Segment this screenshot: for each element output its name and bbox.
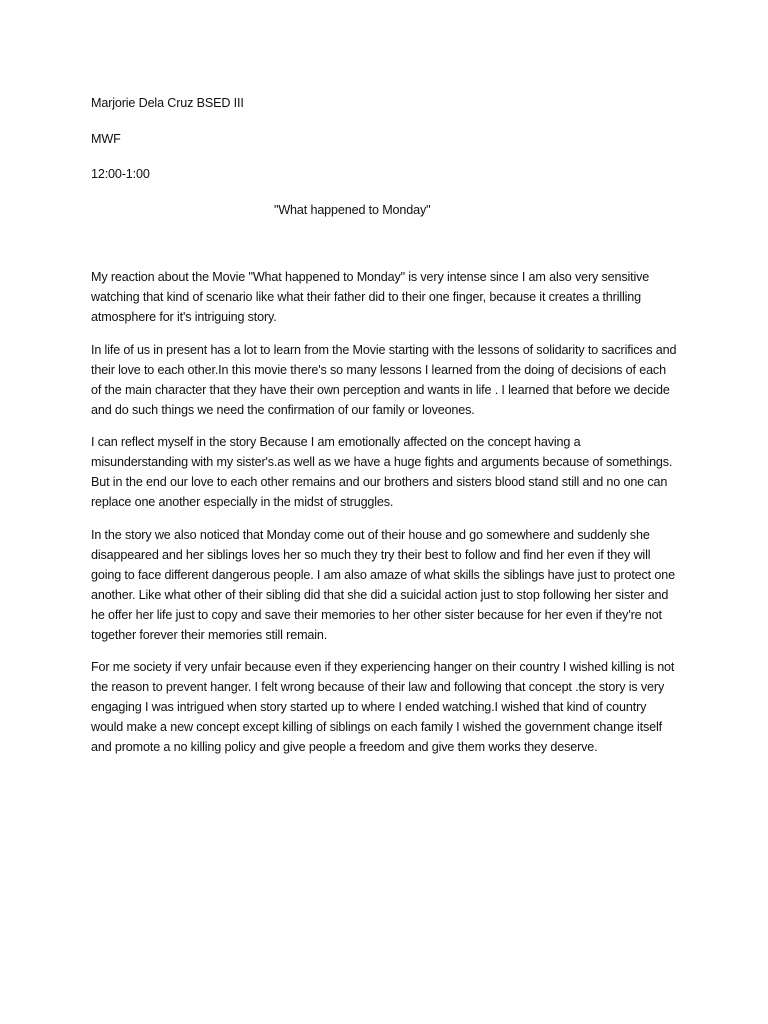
- paragraph-lessons: In life of us in present has a lot to learn from the Movie starting with the lessons of solidarity to sacrifices and their love to each other.In this movie there's so many lessons I learned from the doing of decisions of each of the main character that they have their own perception and wants in life . I learned that before we decide and do such things we need the confirmation of our family or loveones.: [91, 342, 677, 417]
- author-line: Marjorie Dela Cruz BSED III: [91, 96, 244, 110]
- paragraph-reaction: My reaction about the Movie "What happened to Monday" is very intense since I am also very sensitive watching that kind of scenario like what their father did to their one finger, because it creates a thrilling atmosphere for it's intriguing story.: [91, 270, 650, 324]
- document-title: "What happened to Monday": [274, 202, 431, 217]
- paragraph-society: For me society if very unfair because even if they experiencing hanger on their country I wished killing is not the reason to prevent hanger. I felt wrong because of their law and following that concept .the story is very engaging I was intrigued when story started up to where I ended watching.I wished that kind of country would make a new concept except killing of siblings on each family I wished the government change itself and promote a no killing policy and give people a freedom and give them works they deserve.: [91, 660, 675, 754]
- schedule-days: MWF: [91, 131, 121, 146]
- schedule-time: 12:00-1:00: [91, 167, 150, 181]
- paragraph-story: In the story we also noticed that Monday come out of their house and go somewhere and suddenly she disappeared and her siblings loves her so much they try their best to follow and find her even if they will going to face different dangerous people. I am also amaze of what skills the siblings have just to protect one another. Like what other of their sibling did that she did a suicidal action just to stop following her sister and he offer her life just to copy and save their memories to her other sister because for her even if they're not together forever their memories still remain.: [91, 527, 675, 642]
- document-body: [91, 93, 677, 770]
- paragraph-reflection: I can reflect myself in the story Because I am emotionally affected on the concept having a misunderstanding with my sister's.as well as we have a huge fights and arguments because of somethings. But in the end our love to each other remains and our brothers and sisters blood stand still and no one can replace one another especially in the midst of struggles.: [91, 435, 673, 509]
